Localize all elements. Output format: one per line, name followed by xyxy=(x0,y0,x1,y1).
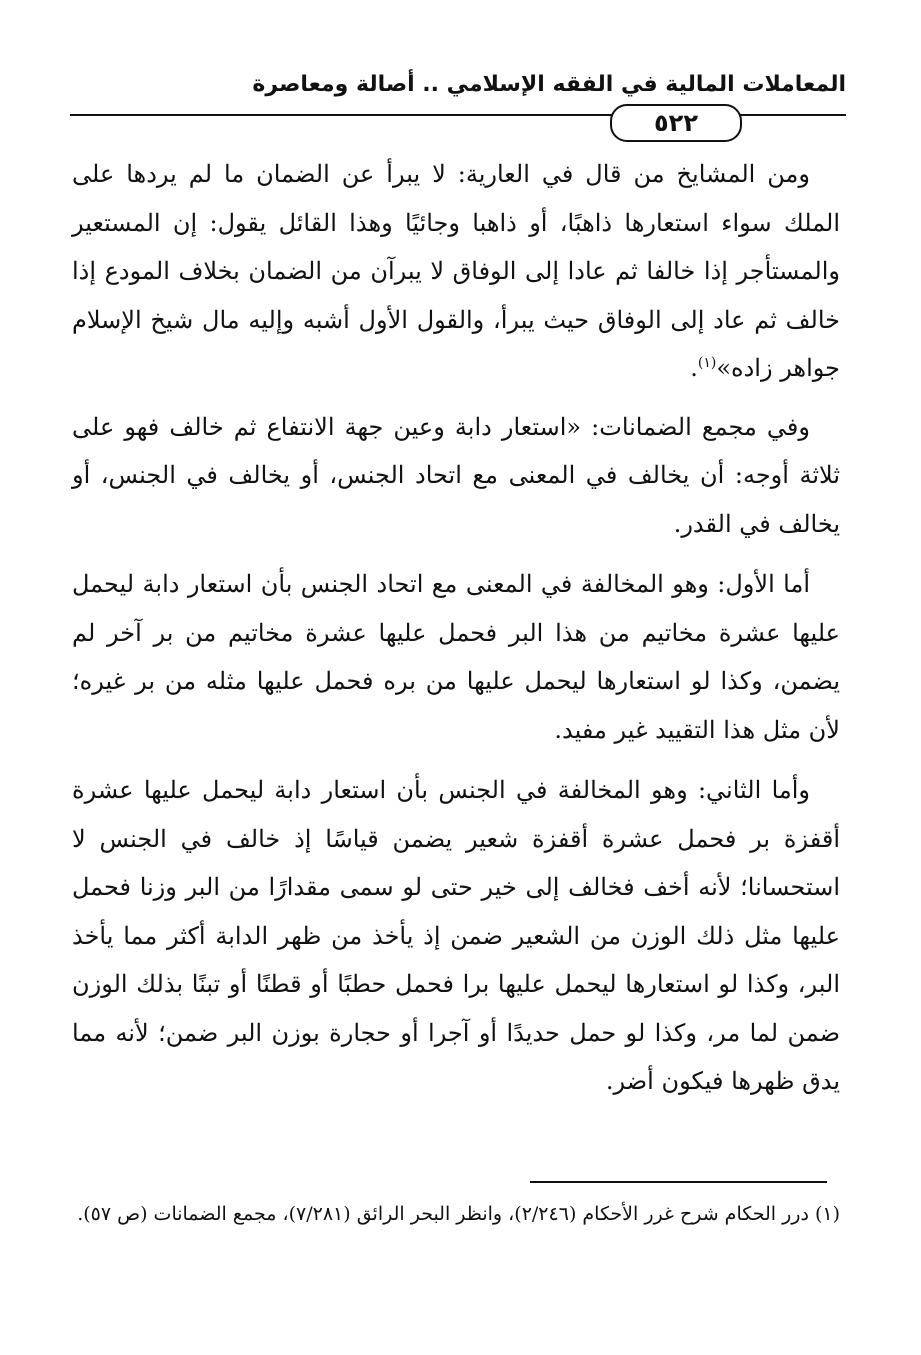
paragraph-1-tail: . xyxy=(690,354,698,382)
paragraph-2: وفي مجمع الضمانات: «استعار دابة وعين جهة الانتفاع ثم خالف فهو على ثلاثة أوجه: أن يخالف في المعنى مع اتحاد الجنس، أو يخالف في الجنس، أو يخالف في القدر. xyxy=(72,412,840,538)
paragraph-3: أما الأول: وهو المخالفة في المعنى مع اتحاد الجنس بأن استعار دابة ليحمل عليها عشرة مخاتيم من هذا البر فحمل عليها عشرة مخاتيم من بر آخر لم يضمن، وكذا لو استعارها ليحمل عليها من بره فحمل عليها مثله من بر غيره؛ لأن مثل هذا التقييد غير مفيد. xyxy=(72,570,840,744)
paragraph-4: وأما الثاني: وهو المخالفة في الجنس بأن استعار دابة ليحمل عليها عشرة أقفزة بر فحمل عشرة أقفزة شعير يضمن قياسًا إذ خالف في الجنس لا استحسانا؛ لأنه أخف فخالف إلى خير حتى لو سمى مقدارًا من البر وزنا فحمل عليها مثل ذلك الوزن من الشعير ضمن إذ يأخذ من ظهر الدابة أكثر مما يأخذ البر، وكذا لو استعارها ليحمل عليها برا فحمل حطبًا أو قطنًا أو تبنًا بذلك الوزن ضمن لما مر، وكذا لو حمل حديدًا أو آجرا أو حجارة بوزن البر ضمن؛ لأنه مما يدق ظهرها فيكون أضر. xyxy=(72,776,840,1095)
paragraph-1 xyxy=(72,150,840,393)
footnote-separator xyxy=(530,1181,827,1183)
footnote-1: (١) درر الحكام شرح غرر الأحكام (٢/٢٤٦)، وانظر البحر الرائق (٧/٢٨١)، مجمع الضمانات (ص ٥٧). xyxy=(77,1203,840,1225)
page-number: ٥٢٢ xyxy=(610,104,742,142)
paragraph-1-text: ومن المشايخ من قال في العارية: لا يبرأ عن الضمان ما لم يردها على الملك سواء استعارها ذاهبًا، أو ذاهبا وجائيًا وهذا القائل يقول: إن المستعير والمستأجر إذا خالفا ثم عادا إلى الوفاق لا يبرآن من الضمان بخلاف المودع إذا خالف ثم عاد إلى الوفاق حيث يبرأ، والقول الأول أشبه وإليه مال شيخ الإسلام جواهر زاده» xyxy=(72,160,841,382)
book-title: المعاملات المالية في الفقه الإسلامي .. أصالة ومعاصرة xyxy=(252,72,846,97)
footnote-reference: (١) xyxy=(697,355,717,371)
body-text xyxy=(72,150,840,1118)
